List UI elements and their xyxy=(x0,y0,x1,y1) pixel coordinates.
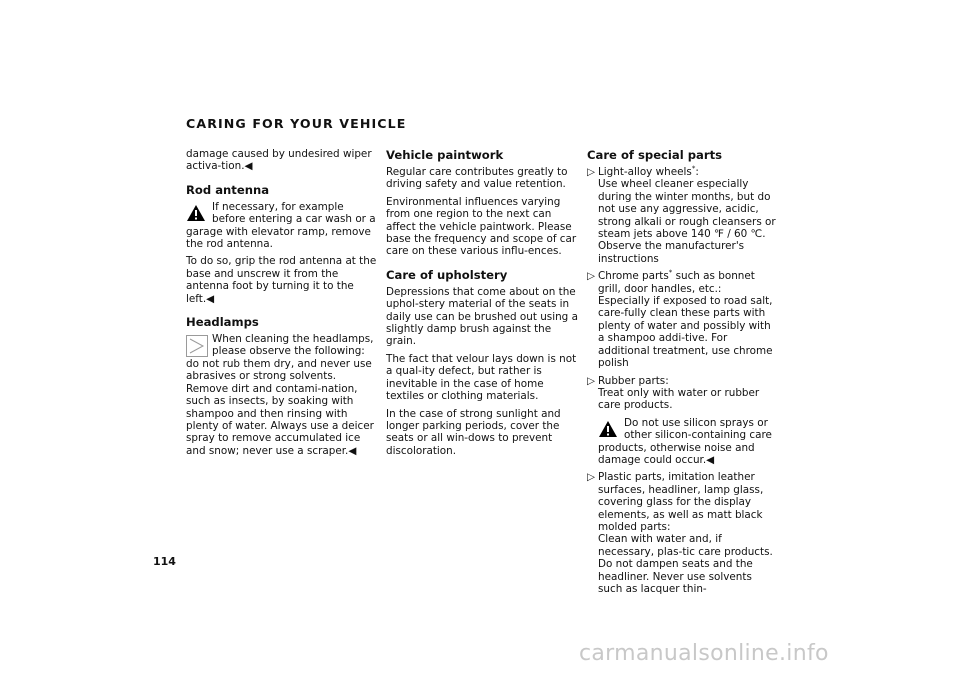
item-body: Treat only with water or rubber care products. xyxy=(598,386,760,412)
special-parts-list xyxy=(587,166,779,595)
upholstery-p1: Depressions that come about on the uphol-stery material of the seats in daily use can be brushed out using a slightly damp brush against the grain. xyxy=(386,285,578,348)
paintwork-p2: Environmental influences varying from one region to the next can affect the vehicle paintwork. Please base the frequency and scope of car care on these various influ-ences. xyxy=(386,195,577,258)
paintwork-heading: Vehicle paintwork xyxy=(386,148,504,162)
rubber-parts-warning xyxy=(598,417,779,467)
rubber-parts-notice-text: Do not use silicon sprays or other silicon-containing care products, otherwise noise and damage could occur.◀ xyxy=(598,416,772,466)
item-title: Chrome parts xyxy=(598,270,669,283)
item-body: Use wheel cleaner especially during the winter months, but do not use any aggressive, acidic, strong alkali or rough cleansers or steam jets above 140 ℉ / 60 ℃. Observe the manufacturer's instructions xyxy=(598,178,776,265)
item-title: Light-alloy wheels xyxy=(598,166,692,178)
list-item xyxy=(587,166,779,265)
item-body: Especially if exposed to road salt, care-fully clean these parts with plenty of water and possibly with a shampoo addi-tive. For additional treatment, use chrome polish xyxy=(598,295,773,370)
upholstery-p2: The fact that velour lays down is not a qual-ity defect, but rather is inevitable in the case of home textiles or clothing materials. xyxy=(386,352,577,403)
item-title: Plastic parts, imitation leather surfaces, headliner, lamp glass, covering glass for the display elements, as well as matt black molded parts: xyxy=(598,471,764,533)
list-item xyxy=(587,471,779,595)
headlamps-heading: Headlamps xyxy=(186,315,259,330)
item-body: Clean with water and, if necessary, plas-tic care products. Do not dampen seats and the headliner. Never use solvents such as lacquer thin- xyxy=(598,533,773,595)
bullet-triangle-icon: ▷ xyxy=(587,374,595,387)
headlamps-notice xyxy=(186,333,378,457)
option-star: * xyxy=(668,268,673,277)
column-middle xyxy=(386,148,578,462)
page-header-title: CARING FOR YOUR VEHICLE xyxy=(186,116,407,131)
rod-antenna-notice-text: If necessary, for example before entering a car wash or a garage with elevator ramp, remove the rod antenna. xyxy=(186,200,376,251)
column-left xyxy=(186,148,378,462)
upholstery-heading: Care of upholstery xyxy=(386,267,508,282)
paintwork-p1: Regular care contributes greatly to driving safety and value retention. xyxy=(386,166,568,191)
intro-text: damage caused by undesired wiper activa-tion.◀ xyxy=(186,148,372,173)
upholstery-p3: In the case of strong sunlight and longer parking periods, cover the seats or all win-dows to prevent discoloration. xyxy=(386,407,561,457)
list-item xyxy=(587,270,779,369)
headlamps-notice-text: When cleaning the headlamps, please observe the following: do not rub them dry, and never use abrasives or strong solvents. Remove dirt and contami-nation, such as insects, by soaking with shampoo and then rinsing with plenty of water. Always use a deicer spray to remove accumulated ice and snow; never use a scraper.◀ xyxy=(186,333,374,457)
column-right xyxy=(587,148,779,600)
item-title: Rubber parts: xyxy=(598,374,669,387)
warning-triangle-icon xyxy=(186,203,206,223)
note-arrow-icon xyxy=(186,335,206,355)
bullet-triangle-icon: ▷ xyxy=(587,270,595,283)
option-star: * xyxy=(691,164,696,173)
bullet-triangle-icon: ▷ xyxy=(587,166,595,178)
list-item xyxy=(587,375,779,467)
item-suffix: such as bonnet grill, door handles, etc.: xyxy=(598,270,755,295)
rod-antenna-warning xyxy=(186,201,378,251)
bullet-triangle-icon: ▷ xyxy=(587,471,595,484)
rod-antenna-body: To do so, grip the rod antenna at the base and unscrew it from the antenna foot by turning it to the left.◀ xyxy=(186,255,377,305)
item-suffix: : xyxy=(695,166,699,178)
warning-triangle-icon xyxy=(598,419,618,439)
rod-antenna-heading: Rod antenna xyxy=(186,182,270,197)
watermark-text: carmanualsonline.info xyxy=(579,641,829,666)
page-number: 114 xyxy=(153,555,176,568)
special-parts-heading: Care of special parts xyxy=(587,148,723,162)
